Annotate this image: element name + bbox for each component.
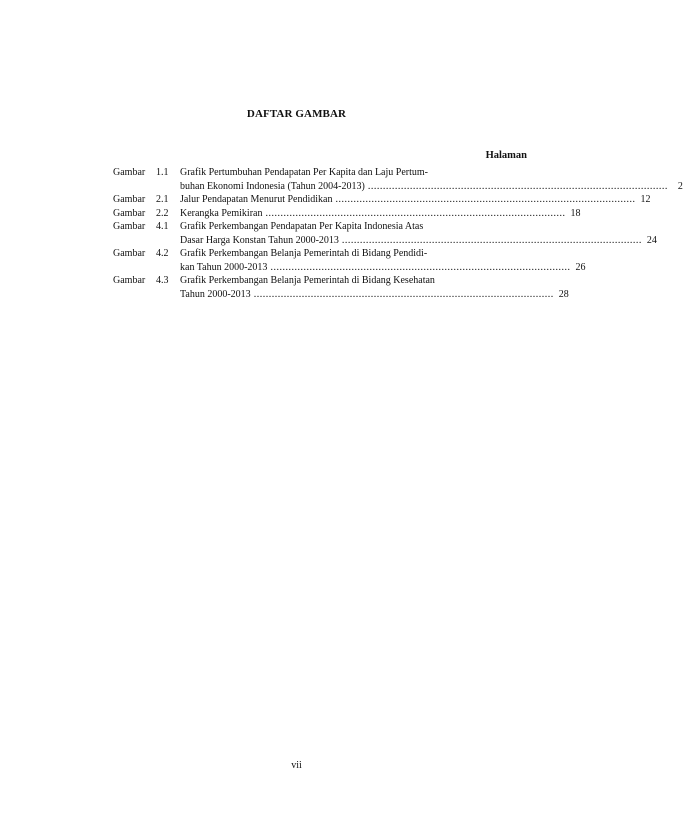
figure-title-line [180, 220, 527, 234]
dot-leader: .................................................................................................... [270, 261, 571, 273]
page-title: DAFTAR GAMBAR [246, 108, 347, 120]
figure-title-text: Kerangka Pemikiran [180, 207, 263, 219]
figure-title-text: Tahun 2000-2013 [180, 288, 251, 300]
figure-entry [113, 274, 569, 301]
figure-entry [113, 166, 683, 193]
figure-list [113, 166, 683, 301]
dot-leader: .................................................................................................... [367, 180, 668, 192]
figure-description [180, 166, 683, 193]
page-number: 28 [558, 288, 569, 300]
page-number: 2 [677, 180, 683, 192]
figure-number: 4.3 [156, 275, 169, 286]
dot-leader: .................................................................................................... [341, 234, 642, 246]
page-number: 24 [646, 234, 657, 246]
figure-number: 4.2 [156, 248, 169, 259]
figure-title-line [180, 193, 651, 207]
figure-number: 1.1 [156, 167, 169, 178]
figure-title-text: Grafik Perkembangan Belanja Pemerintah di Bidang Pendidi- [180, 248, 428, 259]
figure-title-text: Dasar Harga Konstan Tahun 2000-2013 [180, 234, 339, 246]
figure-entry [113, 220, 657, 247]
figure-description [180, 220, 657, 247]
figure-title-text: buhan Ekonomi Indonesia (Tahun 2004-2013) [180, 180, 365, 192]
figure-description [180, 247, 586, 274]
dot-leader: .................................................................................................... [253, 288, 554, 300]
figure-title-line [180, 274, 527, 288]
figure-title-line [180, 247, 527, 261]
page-number: 26 [575, 261, 586, 273]
figure-title-text: Grafik Perkembangan Pendapatan Per Kapita Indonesia Atas [180, 221, 424, 232]
figure-title-text: Jalur Pendapatan Menurut Pendidikan [180, 194, 333, 205]
figure-label: Gambar [113, 167, 146, 178]
figure-label: Gambar [113, 221, 146, 232]
figure-title-line [180, 207, 581, 221]
dot-leader: .................................................................................................... [265, 207, 566, 219]
figure-description [180, 207, 581, 221]
figure-title-text: Grafik Perkembangan Belanja Pemerintah di Bidang Kesehatan [180, 275, 435, 286]
dot-leader: .................................................................................................... [335, 194, 636, 205]
figure-number: 2.2 [156, 207, 169, 219]
figure-label: Gambar [113, 207, 146, 219]
figure-title-line [180, 234, 657, 248]
page-column-header: Halaman [485, 150, 527, 161]
page-number: 12 [640, 194, 651, 205]
figure-label: Gambar [113, 275, 146, 286]
figure-number: 4.1 [156, 221, 169, 232]
figure-title-text: Grafik Pertumbuhan Pendapatan Per Kapita dan Laju Pertum- [180, 167, 428, 178]
figure-number: 2.1 [156, 194, 169, 205]
figure-title-line [180, 180, 683, 194]
figure-title-line [180, 288, 569, 302]
figure-entry [113, 247, 586, 274]
figure-title-line [180, 261, 586, 275]
figure-description [180, 274, 569, 301]
figure-entry [113, 207, 581, 221]
page-number: 18 [570, 207, 581, 219]
figure-title-text: kan Tahun 2000-2013 [180, 261, 268, 273]
figure-title-line [180, 166, 527, 180]
figure-entry [113, 193, 651, 207]
figure-label: Gambar [113, 194, 146, 205]
figure-description [180, 193, 651, 207]
page-folio: vii [291, 760, 302, 771]
figure-label: Gambar [113, 248, 146, 259]
